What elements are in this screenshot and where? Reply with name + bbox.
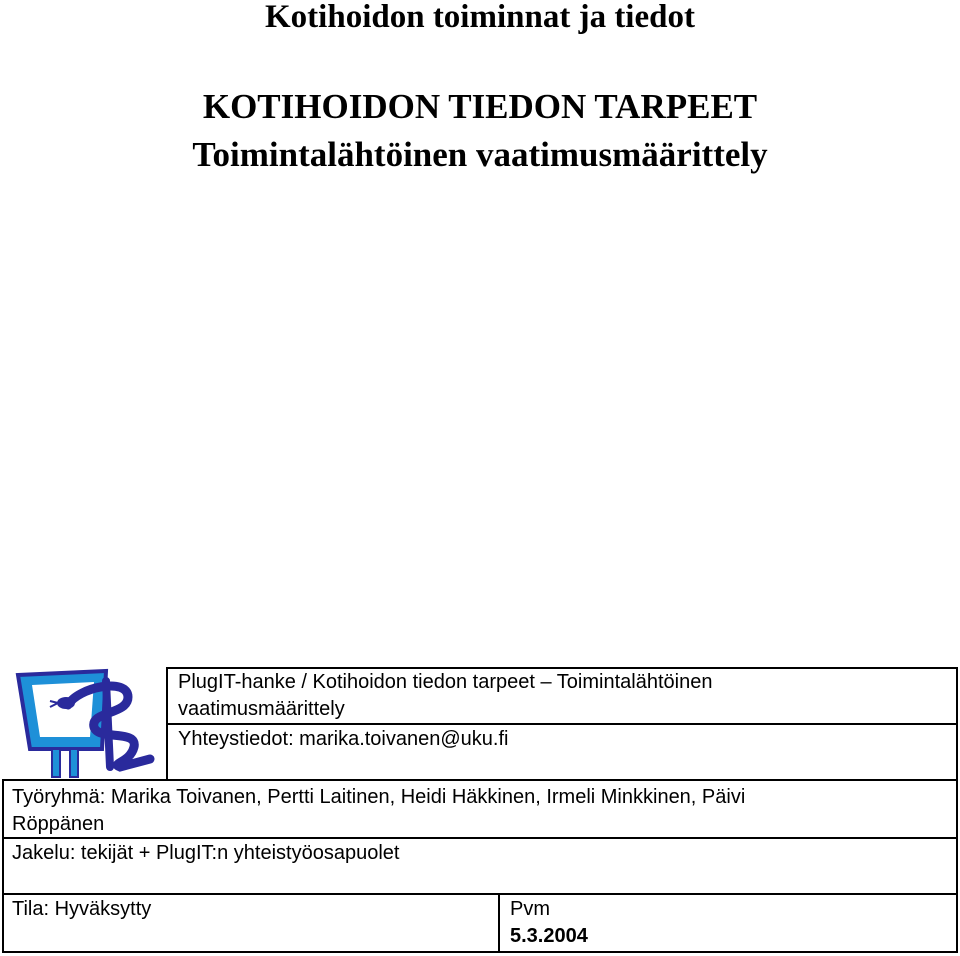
- date-value: 5.3.2004: [510, 925, 588, 947]
- status-info: Tila: Hyväksytty: [12, 898, 152, 920]
- page-title: Kotihoidon toiminnat ja tiedot: [265, 0, 695, 35]
- contact-info: Yhteystiedot: marika.toivanen@uku.fi: [178, 728, 509, 750]
- project-line-1: PlugIT-hanke / Kotihoidon tiedon tarpeet – Toimintalähtöinen: [178, 671, 713, 693]
- distribution-info: Jakelu: tekijät + PlugIT:n yhteistyöosapuolet: [12, 842, 400, 864]
- workgroup-line-2: Röppänen: [12, 813, 105, 835]
- document-title: KOTIHOIDON TIEDON TARPEET: [202, 87, 758, 126]
- date-label: Pvm: [510, 898, 550, 920]
- document-subtitle: Toimintalähtöinen vaatimusmäärittely: [192, 135, 768, 174]
- workgroup-line-1: Työryhmä: Marika Toivanen, Pertti Laitinen, Heidi Häkkinen, Irmeli Minkkinen, Päivi: [12, 786, 746, 808]
- plugit-logo-icon: [10, 667, 158, 779]
- document-info-table: [2, 667, 958, 953]
- project-line-2: vaatimusmäärittely: [178, 698, 345, 720]
